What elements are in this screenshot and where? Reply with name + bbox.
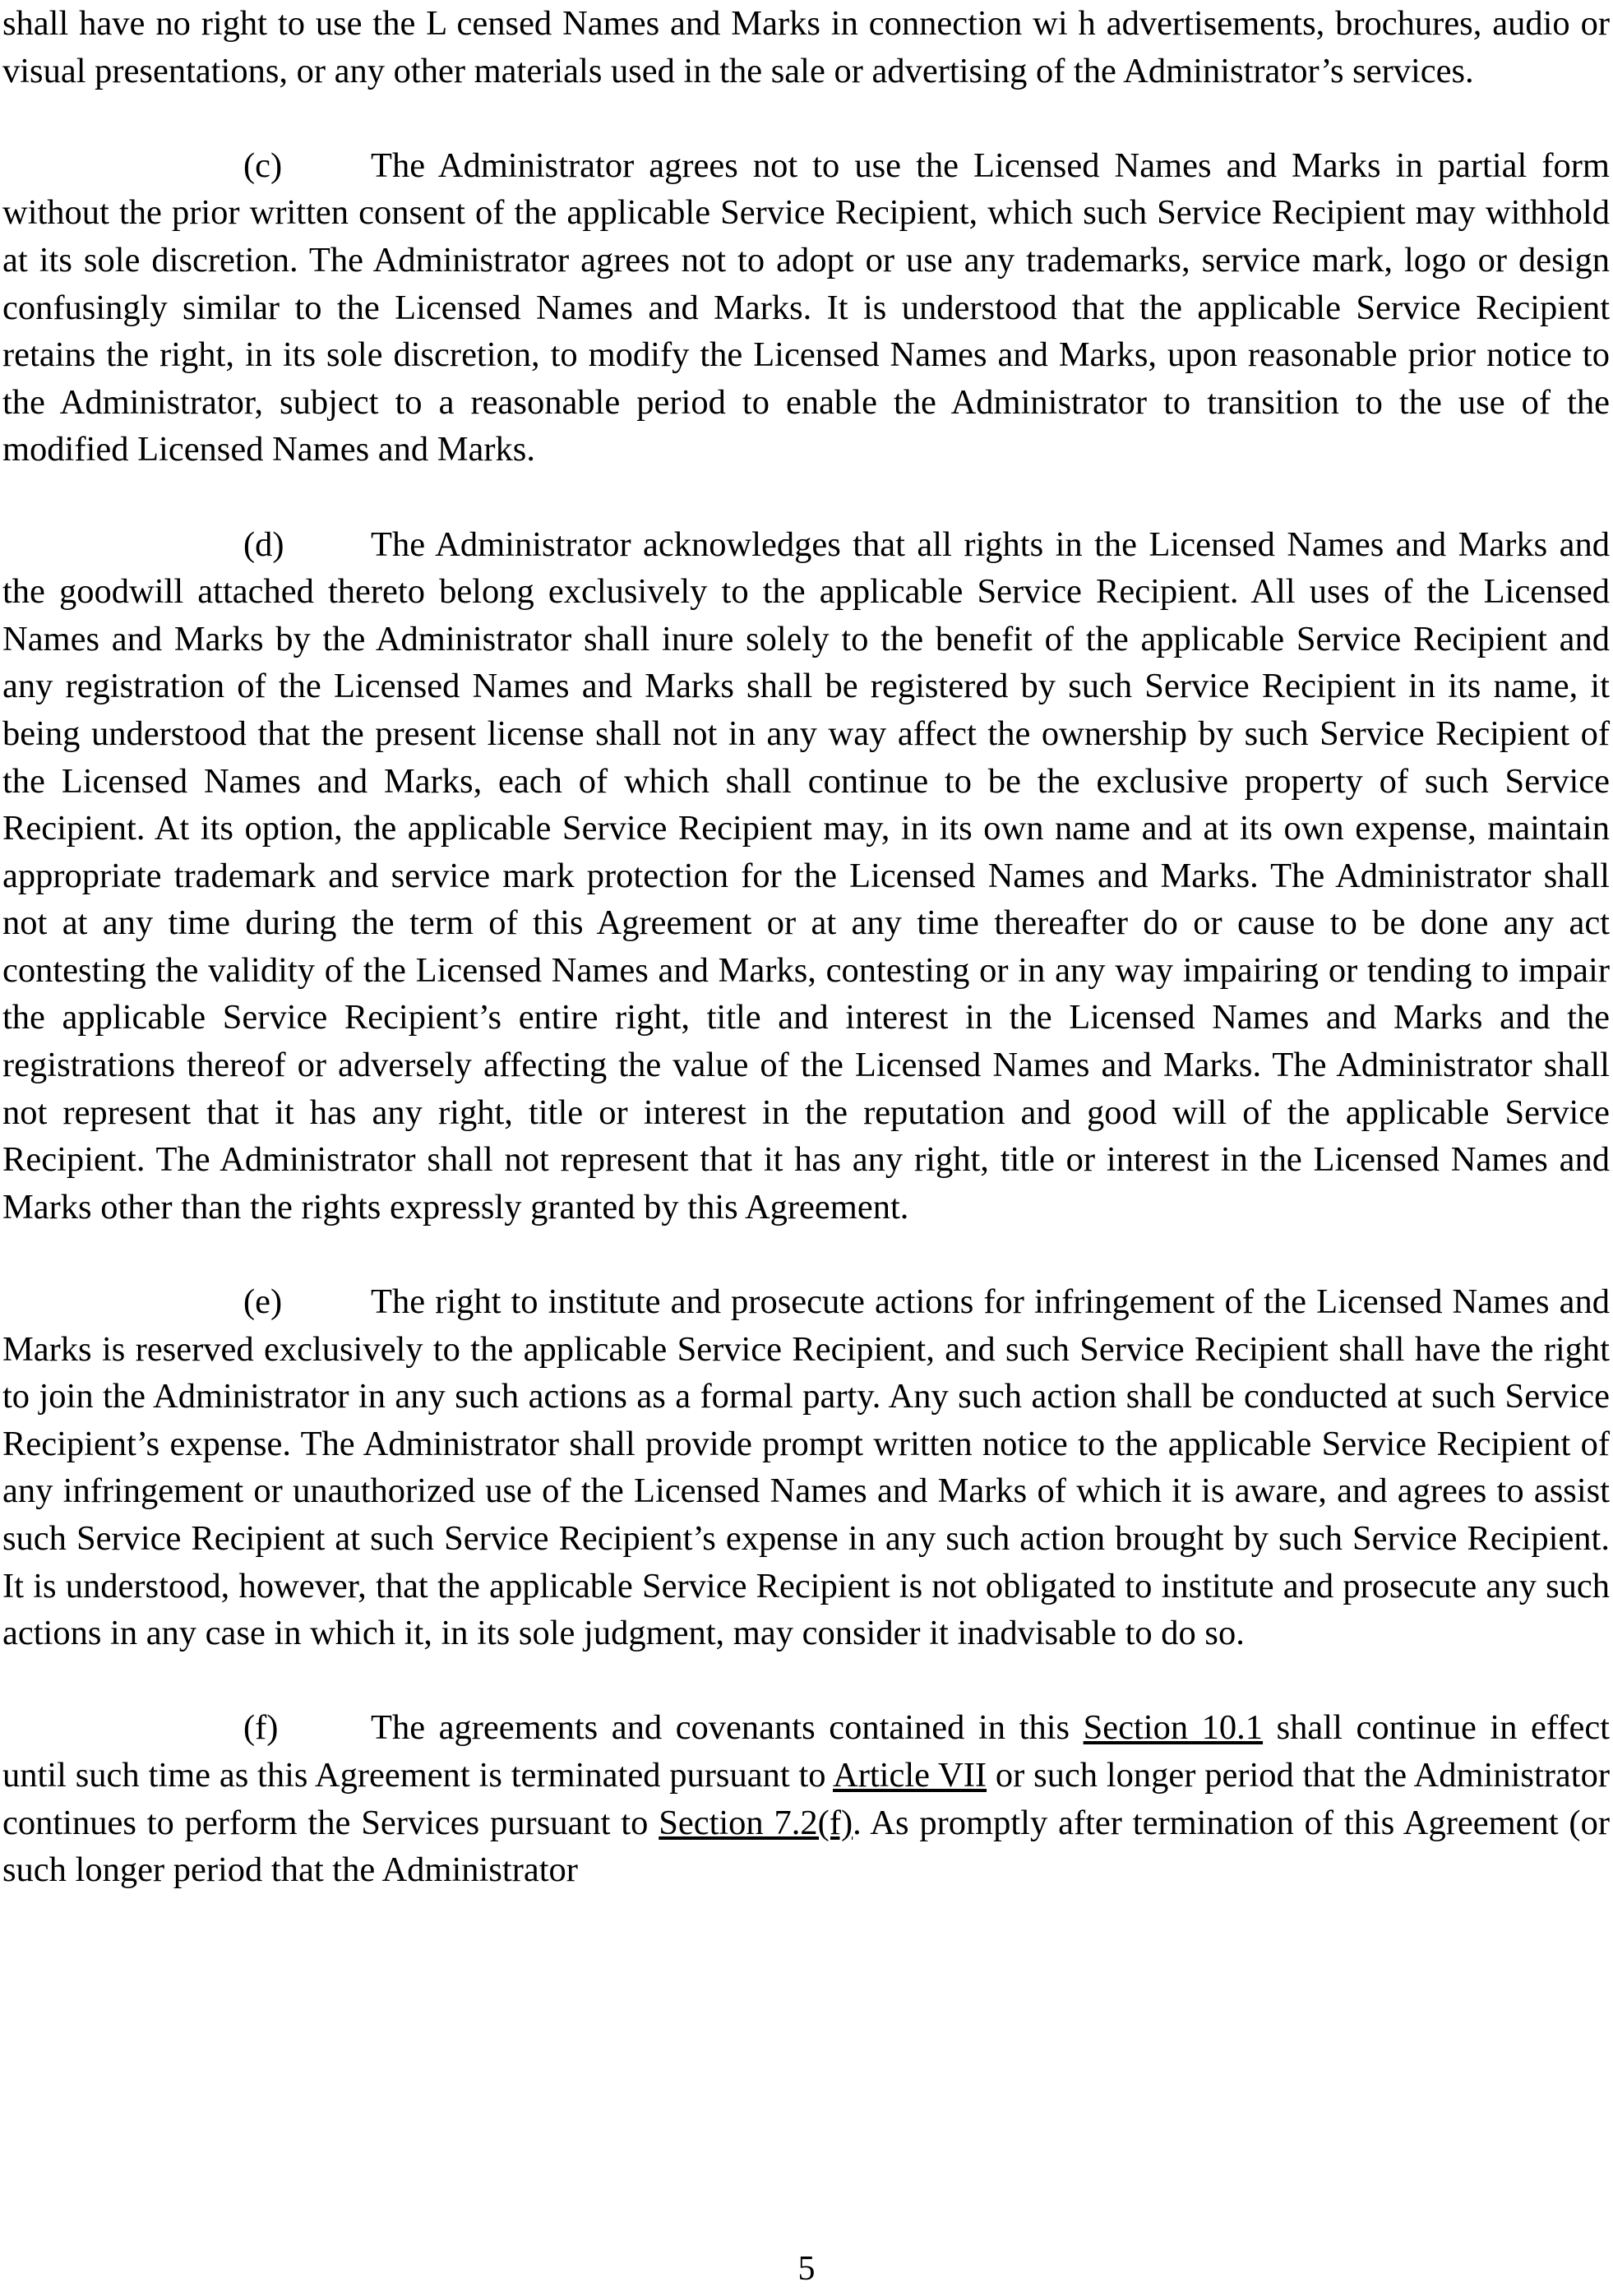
section-10-1-link[interactable]: Section 10.1: [1083, 1708, 1264, 1748]
section-e-paragraph: [2, 1278, 1610, 1657]
section-d-text: The Administrator acknowledges that all rights in the Licensed Names and Marks and the goodwill attached thereto belong exclusively to the applicable Service Recipient. All uses of the Licensed Names and Marks by the Administrator shall inure solely to the benefit of the applicable Service Recipient and any registration of the Licensed Names and Marks shall be registered by such Service Recipient in its name, it being understood that the present license shall not in any way affect the ownership by such Service Recipient of the Licensed Names and Marks, each of which shall continue to be the exclusive property of such Service Recipient. At its option, the applicable Service Recipient may, in its own name and at its own expense, maintain appropriate trademark and service mark protection for the Licensed Names and Marks. The Administrator shall not at any time during the term of this Agreement or at any time thereafter do or cause to be done any act contesting the validity of the Licensed Names and Marks, contesting or in any way impairing or tending to impair the applicable Service Recipient’s entire right, title and interest in the Licensed Names and Marks and the registrations thereof or adversely affecting the value of the Licensed Names and Marks. The Administrator shall not represent that it has any right, title or interest in the reputation and good will of the applicable Service Recipient. The Administrator shall not represent that it has any right, title or interest in the Licensed Names and Marks other than the rights expressly granted by this Agreement.: [2, 524, 1610, 1227]
section-f-text-4: . As promptly after termination of this Agreement (or such longer period that the Administrator: [2, 1803, 1610, 1890]
section-7-2-f-link[interactable]: Section 7.2(f): [659, 1803, 853, 1842]
section-e-text: The right to institute and prosecute actions for infringement of the Licensed Names and Marks is reserved exclusively to the applicable Service Recipient, and such Service Recipient shall have the right to join the Administrator in any such actions as a formal party. Any such action shall be conducted at such Service Recipient’s expense. The Administrator shall provide prompt written notice to the applicable Service Recipient of any infringement or unauthorized use of the Licensed Names and Marks of which it is aware, and agrees to assist such Service Recipient at such Service Recipient’s expense in any such action brought by such Service Recipient. It is understood, however, that the applicable Service Recipient is not obligated to institute and prosecute any such actions in any case in which it, in its sole judgment, may consider it inadvisable to do so.: [2, 1282, 1610, 1653]
section-d-paragraph: [2, 521, 1610, 1231]
article-vii-link[interactable]: Article VII: [833, 1755, 987, 1795]
section-c-text: The Administrator agrees not to use the Licensed Names and Marks in partial form without the prior written consent of the applicable Service Recipient, which such Service Recipient may withhold at its sole discretion. The Administrator agrees not to adopt or use any trademarks, service mark, logo or design confusingly similar to the Licensed Names and Marks. It is understood that the applicable Service Recipient retains the right, in its sole discretion, to modify the Licensed Names and Marks, upon reasonable prior notice to the Administrator, subject to a reasonable period to enable the Administrator to transition to the use of the modified Licensed Names and Marks.: [2, 146, 1610, 469]
intro-paragraph: shall have no right to use the L censed Names and Marks in connection wi h advertisements, brochures, audio or visual presentations, or any other materials used in the sale or advertising of the Administrator’s services.: [2, 4, 1610, 90]
section-c-paragraph: [2, 142, 1610, 474]
section-d-label: (d): [243, 524, 284, 564]
section-f-label: (f): [243, 1708, 279, 1748]
section-f-text-3: or such longer period that the Administrator continues to perform the Services pursuant to: [2, 1755, 1610, 1842]
section-f-paragraph: [2, 1704, 1610, 1893]
page-number: 5: [797, 2250, 816, 2288]
page-body: [2, 0, 1610, 1894]
section-f-text-1: The agreements and covenants contained in this: [371, 1708, 1084, 1748]
section-e-label: (e): [243, 1282, 283, 1322]
section-f-text-2: shall continue in effect until such time as this Agreement is terminated pursuant to: [2, 1708, 1610, 1795]
section-c-label: (c): [243, 146, 283, 185]
